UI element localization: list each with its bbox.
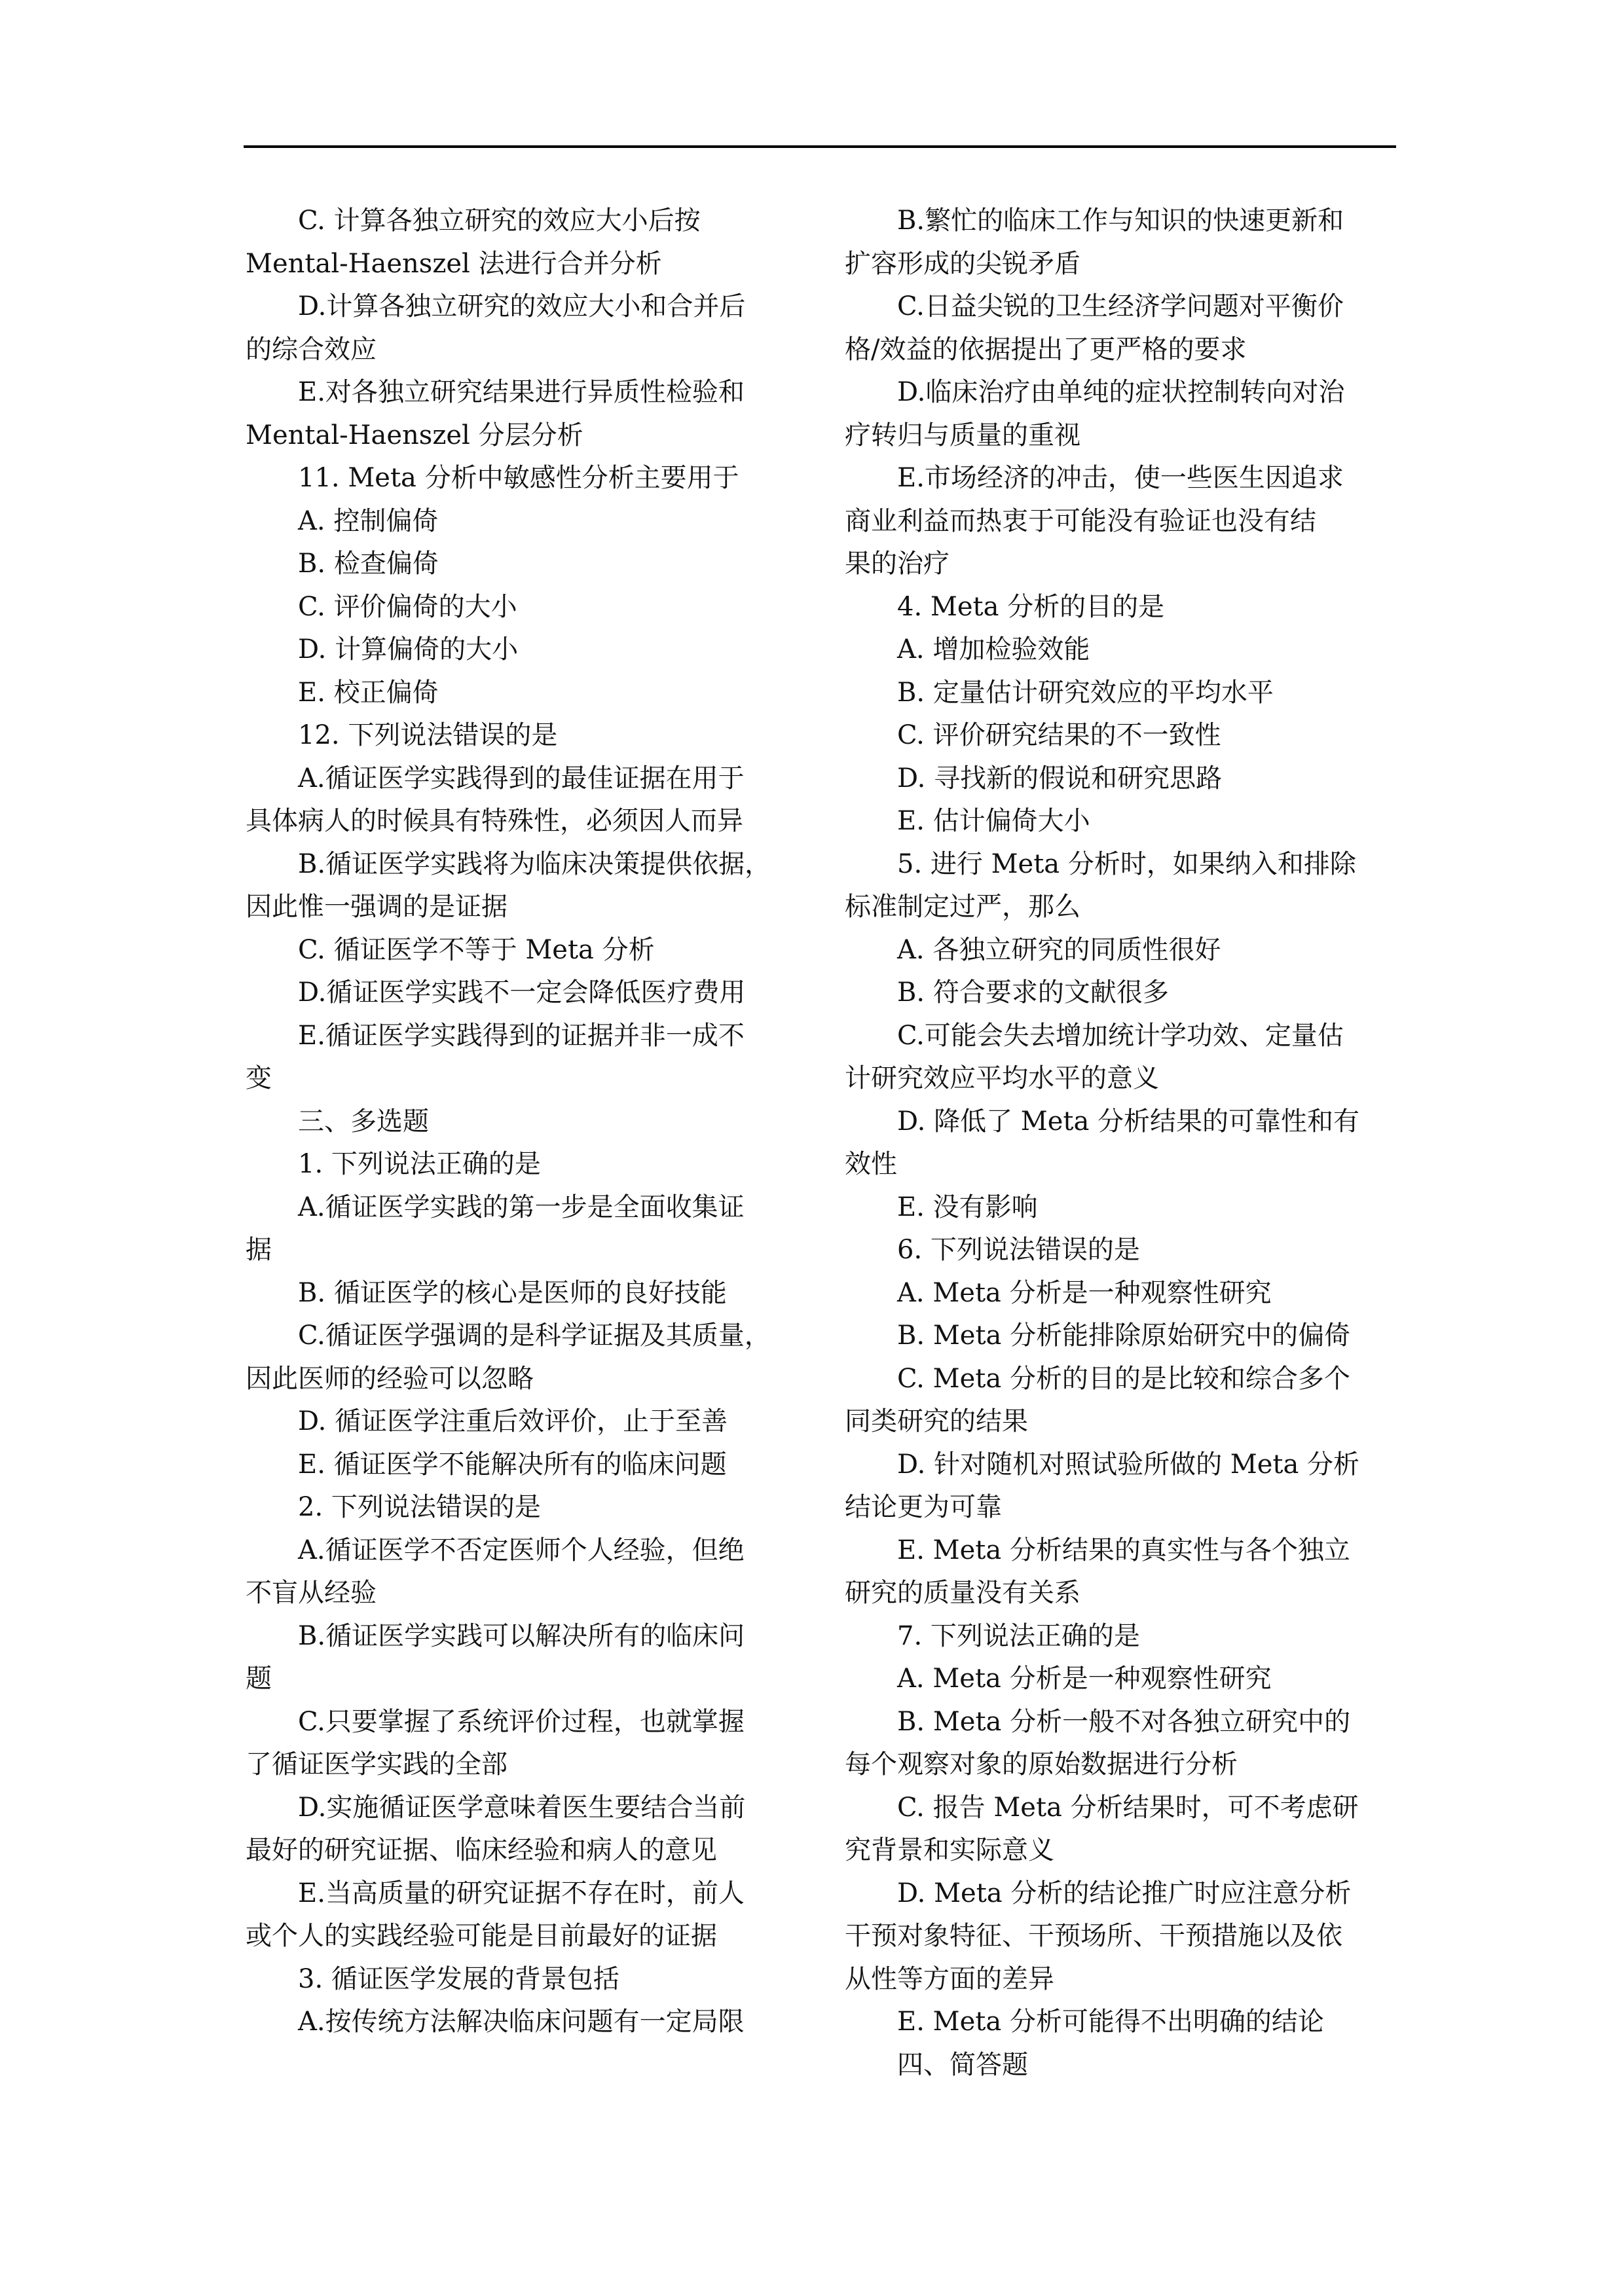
text-line: B.循证医学实践可以解决所有的临床问: [298, 1620, 745, 1651]
text-line: B. 检查偏倚: [298, 549, 439, 579]
text-line: A. 各独立研究的同质性很好: [897, 934, 1221, 965]
text-line: E. Meta 分析可能得不出明确的结论: [897, 2007, 1324, 2037]
text-line: 4. Meta 分析的目的是: [897, 591, 1165, 622]
text-line: 四、简答题: [897, 2049, 1028, 2080]
text-line: E. 没有影响: [897, 1192, 1038, 1222]
text-line: 标准制定过严，那么: [845, 892, 1080, 922]
text-line: 扩容形成的尖锐矛盾: [845, 248, 1080, 279]
text-line: D. 降低了 Meta 分析结果的可靠性和有: [897, 1106, 1360, 1137]
text-line: B. Meta 分析能排除原始研究中的偏倚: [897, 1321, 1351, 1351]
text-line: C. Meta 分析的目的是比较和综合多个: [897, 1363, 1350, 1394]
text-line: 格/效益的依据提出了更严格的要求: [845, 334, 1247, 365]
text-line: E.市场经济的冲击，使一些医生因追求: [897, 463, 1344, 493]
text-line: 效性: [845, 1149, 897, 1179]
text-line: C.只要掌握了系统评价过程，也就掌握: [298, 1706, 745, 1737]
text-line: C.可能会失去增加统计学功效、定量估: [897, 1020, 1344, 1051]
text-line: A.按传统方法解决临床问题有一定局限: [298, 2007, 745, 2037]
text-line: E. 循证医学不能解决所有的临床问题: [298, 1449, 727, 1480]
text-line: D.临床治疗由单纯的症状控制转向对治: [897, 377, 1345, 407]
text-line: Mental-Haenszel 分层分析: [246, 420, 583, 450]
text-line: B. 循证医学的核心是医师的良好技能: [298, 1277, 727, 1308]
text-line: E. 校正偏倚: [298, 677, 439, 708]
text-line: 或个人的实践经验可能是目前最好的证据: [246, 1921, 717, 1951]
right-column: [845, 200, 1388, 2086]
text-line: 三、多选题: [298, 1106, 429, 1137]
text-line: C. 计算各独立研究的效应大小后按: [298, 206, 701, 236]
text-line: C. 报告 Meta 分析结果时，可不考虑研: [897, 1792, 1359, 1823]
text-line: A. Meta 分析是一种观察性研究: [897, 1664, 1272, 1694]
text-line: A.循证医学实践的第一步是全面收集证: [298, 1192, 745, 1222]
text-line: D. Meta 分析的结论推广时应注意分析: [897, 1878, 1352, 1908]
text-line: D. 针对随机对照试验所做的 Meta 分析: [897, 1449, 1360, 1480]
text-line: 果的治疗: [845, 549, 950, 579]
text-line: 每个观察对象的原始数据进行分析: [845, 1749, 1238, 1779]
text-line: 因此医师的经验可以忽略: [246, 1363, 534, 1394]
text-line: 具体病人的时候具有特殊性，必须因人而异: [246, 806, 743, 836]
text-line: A.循证医学实践得到的最佳证据在用于: [298, 763, 745, 793]
text-line: E.当高质量的研究证据不存在时，前人: [298, 1878, 745, 1908]
text-line: 最好的研究证据、临床经验和病人的意见: [246, 1835, 717, 1865]
text-line: 因此惟一强调的是证据: [246, 892, 507, 922]
text-line: 了循证医学实践的全部: [246, 1749, 507, 1779]
left-column: [246, 200, 789, 2044]
text-line: A.循证医学不否定医师个人经验，但绝: [298, 1535, 745, 1565]
text-line: 12. 下列说法错误的是: [298, 720, 558, 750]
text-line: 1. 下列说法正确的是: [298, 1149, 541, 1179]
text-line: B. 符合要求的文献很多: [897, 977, 1169, 1008]
text-line: 干预对象特征、干预场所、干预措施以及依: [845, 1921, 1342, 1951]
text-line: D. 循证医学注重后效评价，止于至善: [298, 1406, 728, 1436]
text-line: 5. 进行 Meta 分析时，如果纳入和排除: [897, 848, 1356, 879]
text-line: 2. 下列说法错误的是: [298, 1492, 541, 1522]
text-line: E. 估计偏倚大小: [897, 806, 1090, 836]
text-line: 究背景和实际意义: [845, 1835, 1054, 1865]
text-line: 的综合效应: [246, 334, 377, 365]
text-line: 商业利益而热衷于可能没有验证也没有结: [845, 505, 1316, 536]
text-line: C. 评价研究结果的不一致性: [897, 720, 1221, 750]
text-line: 结论更为可靠: [845, 1492, 1002, 1522]
text-line: 据: [246, 1235, 272, 1265]
text-line: C. 循证医学不等于 Meta 分析: [298, 934, 655, 965]
text-line: D. 寻找新的假说和研究思路: [897, 763, 1223, 793]
text-line: 7. 下列说法正确的是: [897, 1620, 1140, 1651]
text-line: 题: [246, 1664, 272, 1694]
text-line: E. Meta 分析结果的真实性与各个独立: [897, 1535, 1350, 1565]
text-line: D.计算各独立研究的效应大小和合并后: [298, 291, 746, 321]
text-line: A. 控制偏倚: [298, 505, 439, 536]
text-line: 同类研究的结果: [845, 1406, 1028, 1436]
text-line: E.对各独立研究结果进行异质性检验和: [298, 377, 745, 407]
text-line: C. 评价偏倚的大小: [298, 591, 517, 622]
text-line: D.循证医学实践不一定会降低医疗费用: [298, 977, 746, 1008]
text-line: A. Meta 分析是一种观察性研究: [897, 1277, 1272, 1308]
text-line: C.循证医学强调的是科学证据及其质量，: [298, 1321, 771, 1351]
text-line: A. 增加检验效能: [897, 634, 1090, 665]
text-line: 11. Meta 分析中敏感性分析主要用于: [298, 463, 739, 493]
text-line: B. Meta 分析一般不对各独立研究中的: [897, 1706, 1351, 1737]
text-line: 疗转归与质量的重视: [845, 420, 1080, 450]
text-line: C.日益尖锐的卫生经济学问题对平衡价: [897, 291, 1344, 321]
header-rule: [244, 145, 1396, 148]
text-line: 不盲从经验: [246, 1578, 377, 1608]
text-line: 变: [246, 1063, 272, 1093]
text-line: B.繁忙的临床工作与知识的快速更新和: [897, 206, 1344, 236]
text-line: B. 定量估计研究效应的平均水平: [897, 677, 1274, 708]
text-line: B.循证医学实践将为临床决策提供依据，: [298, 848, 771, 879]
text-line: D.实施循证医学意味着医生要结合当前: [298, 1792, 746, 1823]
text-line: E.循证医学实践得到的证据并非一成不: [298, 1020, 745, 1051]
text-line: 3. 循证医学发展的背景包括: [298, 1963, 619, 1994]
text-line: 6. 下列说法错误的是: [897, 1235, 1140, 1265]
text-line: 从性等方面的差异: [845, 1963, 1054, 1994]
text-line: 计研究效应平均水平的意义: [845, 1063, 1159, 1093]
text-line: 研究的质量没有关系: [845, 1578, 1080, 1608]
text-line: D. 计算偏倚的大小: [298, 634, 519, 665]
text-line: Mental-Haenszel 法进行合并分析: [246, 248, 662, 279]
